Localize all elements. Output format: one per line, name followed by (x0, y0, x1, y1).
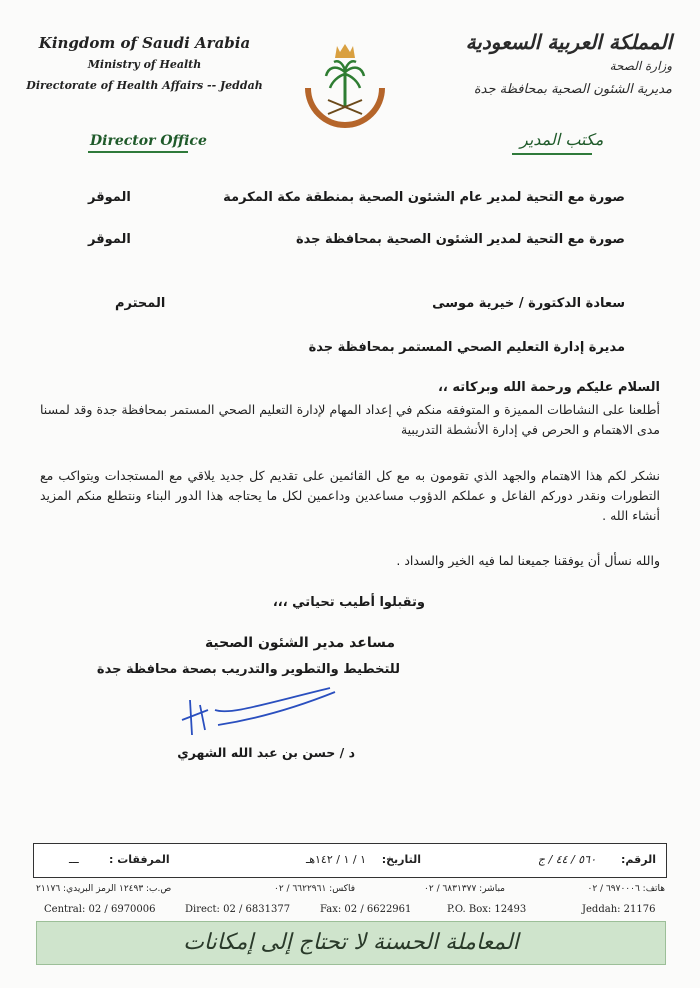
contact-ar-phone: هاتف: ٦٩٧٠٠٠٦ / ٠٢ (587, 884, 665, 894)
body-paragraph-2: نشكر لكم هذا الاهتمام والجهد الذي تقومون به مع كل القائمين على تقديم كل جديد يلاقي مع المستجدات ويتواكب مع التطورات ونقدر دوركم الفاعل و عملكم الدؤوب مساعدين وداعمين لكل ما يحتاجه هذا الدور البناء ونتطلع منكم المزيد أنشاء الله . (40, 468, 660, 523)
signature-title-1: مساعد مدير الشئون الصحية (204, 635, 395, 651)
header-ar-ministry: وزارة الصحة (609, 59, 672, 73)
contact-ar-direct: مباشر: ٦٨٣١٣٧٧ / ٠٢ (424, 884, 505, 894)
greeting: السلام عليكم ورحمة الله وبركاته ،، (437, 380, 660, 395)
saudi-emblem-logo (300, 38, 390, 138)
office-label-arabic: مكتب المدير (520, 130, 604, 149)
contact-ar-pobox: ص.ب: ١٢٤٩٣ الرمز البريدي: ٢١١٧٦ (36, 884, 172, 894)
closing-line: وتقبلوا أطيب تحياتي ،،، (272, 595, 425, 610)
contact-ar-fax: فاكس: ٦٦٢٢٩٦١ / ٠٢ (274, 884, 355, 894)
addressee-title: مديرة إدارة التعليم الصحي المستمر بمحافظة جدة (308, 340, 625, 355)
header-arabic (422, 30, 672, 102)
ref-attachments-value: ـــ (69, 853, 79, 866)
office-underline-arabic (512, 153, 592, 155)
office-underline-english (88, 151, 188, 153)
contact-en-central: Central: 02 / 6970006 (44, 904, 156, 915)
header-en-ministry: Ministry of Health (87, 58, 202, 71)
motto-text: المعاملة الحسنة لا تحتاج إلى إمكانات (183, 930, 519, 955)
signatory-name: د / حسن بن عبد الله الشهري (177, 745, 355, 760)
ref-attachments-label: المرفقات : (109, 853, 170, 866)
body-paragraph-3: والله نسأل أن يوفقنا جميعنا لما فيه الخير والسداد . (396, 553, 660, 568)
header-en-directorate: Directorate of Health Affairs -- Jeddah (26, 79, 263, 92)
cc-line-2: صورة مع التحية لمدير الشئون الصحية بمحافظة جدة (295, 232, 625, 247)
motto-banner (36, 921, 666, 965)
signature-title-2: للتخطيط والتطوير والتدريب بصحة محافظة جدة (96, 662, 400, 677)
ref-date-value: ١ / ١ / ١٤٢هـ (305, 853, 366, 866)
ref-number-label: الرقم: (621, 853, 656, 866)
contact-en-fax: Fax: 02 / 6622961 (320, 904, 412, 915)
ref-date-label: التاريخ: (381, 853, 421, 866)
contact-en-city: Jeddah: 21176 (582, 904, 656, 915)
body-paragraph-1: أطلعنا على النشاطات المميزة و المتوفقه منكم في إعداد المهام لإدارة التعليم الصحي المستمر بمحافظة جدة وقد لمسنا مدى الاهتمام و الحرص في إدارة الأنشطة التدريبية (40, 402, 660, 437)
addressee-honorific: المحترم (115, 296, 166, 311)
header-ar-directorate: مديرية الشئون الصحية بمحافظة جدة (473, 82, 672, 97)
contact-en-direct: Direct: 02 / 6831377 (185, 904, 291, 915)
header-english (22, 33, 267, 96)
handwritten-signature (160, 680, 340, 750)
cc-honorific-1: الموقر (88, 190, 131, 205)
contact-en-pobox: P.O. Box: 12493 (447, 904, 527, 915)
header-en-kingdom: Kingdom of Saudi Arabia (38, 34, 251, 52)
addressee-name: سعادة الدكتورة / خيرية موسى (432, 296, 625, 311)
reference-box (33, 843, 667, 878)
office-label-english: Director Office (90, 133, 207, 149)
cc-honorific-2: الموقر (88, 232, 131, 247)
header-ar-kingdom: المملكة العربية السعودية (465, 30, 672, 54)
ref-number-value: ٥٦٠ / ٤٤ / ج (537, 853, 596, 866)
cc-line-1: صورة مع التحية لمدير عام الشئون الصحية بمنطقة مكة المكرمة (223, 190, 625, 205)
